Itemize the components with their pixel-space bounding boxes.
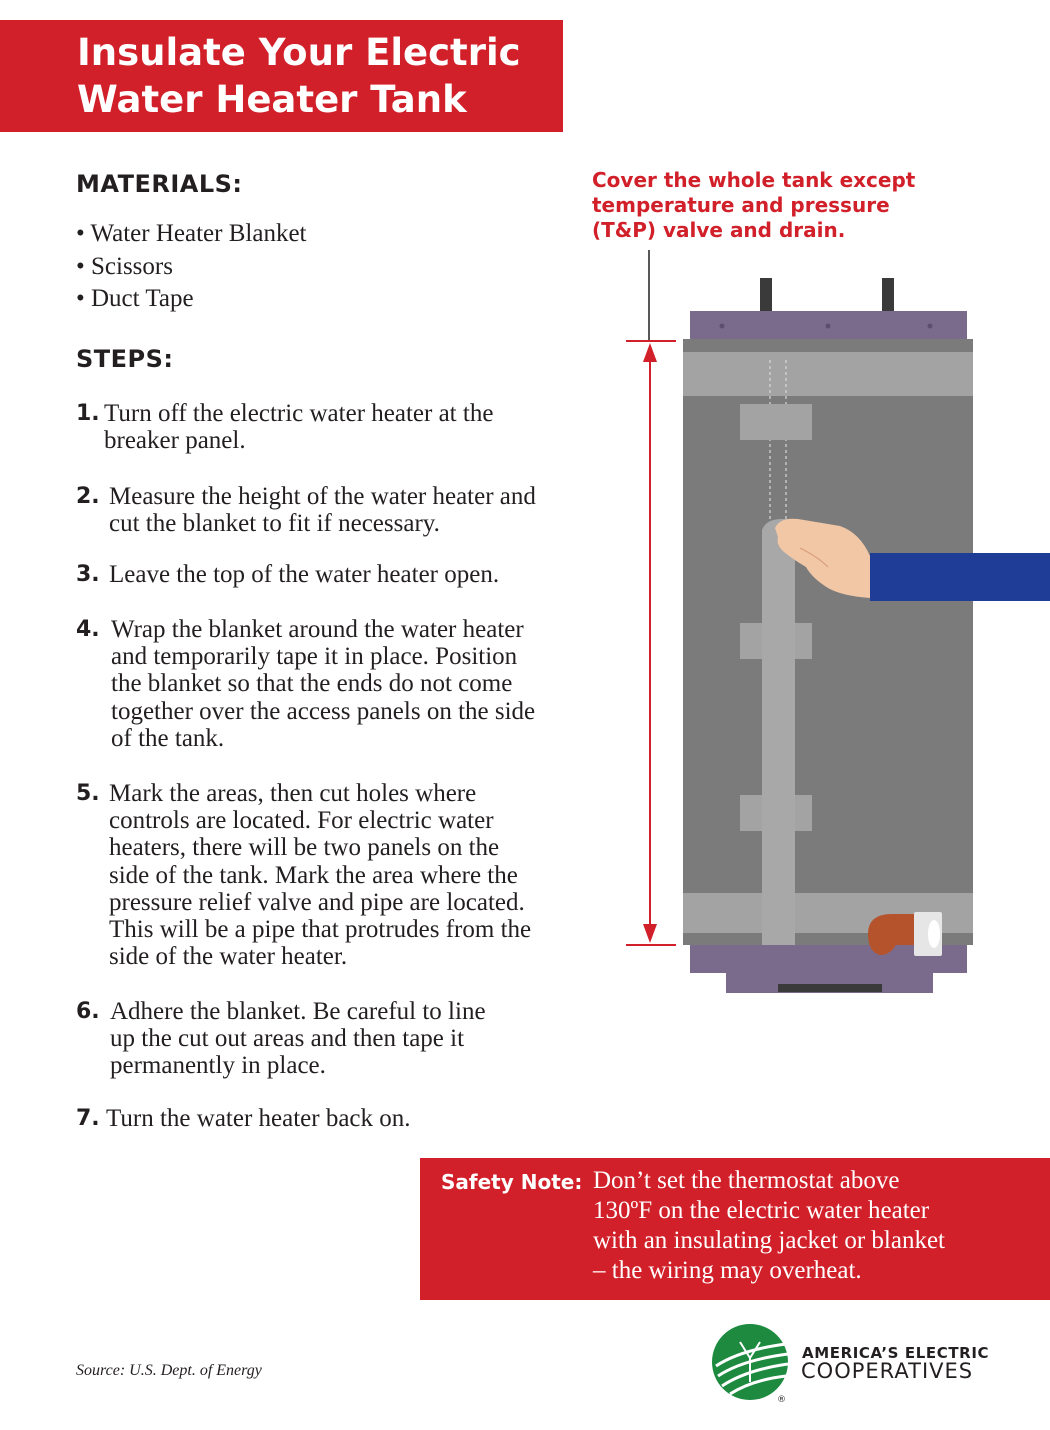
safety-label: Safety Note:: [441, 1170, 583, 1194]
org-name-line-2: COOPERATIVES: [801, 1359, 974, 1383]
step-number: 7.: [76, 1106, 100, 1131]
safety-line: with an insulating jacket or blanket: [593, 1227, 945, 1254]
step-text: together over the access panels on the side: [111, 697, 536, 725]
materials-heading: MATERIALS:: [76, 170, 243, 198]
step-text: Wrap the blanket around the water heater: [111, 616, 524, 643]
steps-heading: STEPS:: [76, 345, 174, 373]
safety-line: 130ºF on the electric water heater: [593, 1197, 930, 1224]
step-text: and temporarily tape it in place. Position: [111, 643, 518, 671]
org-name-line-1: AMERICA’S ELECTRIC: [802, 1344, 990, 1362]
step-text: up the cut out areas and then tape it: [110, 1025, 465, 1053]
step-text: of the tank.: [111, 724, 225, 752]
safety-line: – the wiring may overheat.: [593, 1257, 862, 1284]
step-text: permanently in place.: [110, 1052, 326, 1080]
materials-item: • Scissors: [76, 252, 173, 280]
step-number: 5.: [76, 781, 100, 806]
page-title-line-1: Insulate Your Electric: [77, 31, 521, 74]
step-number: 1.: [76, 401, 100, 426]
callout-line: Cover the whole tank except: [592, 168, 916, 192]
step-text: cut the blanket to fit if necessary.: [109, 510, 440, 538]
globe-lines-logo-icon: [710, 1322, 800, 1408]
step-text: heaters, there will be two panels on the: [109, 834, 500, 862]
step-text: Adhere the blanket. Be careful to line: [110, 998, 486, 1025]
safety-text: [593, 1166, 945, 1286]
step-text: the blanket so that the ends do not come: [111, 670, 513, 698]
step-number: 3.: [76, 562, 100, 587]
step-text: side of the tank. Mark the area where the: [109, 861, 518, 889]
registered-mark: ®: [777, 1395, 786, 1405]
step-text: Turn off the electric water heater at the: [104, 400, 494, 427]
step-text: breaker panel.: [104, 427, 246, 455]
callout-line: temperature and pressure: [592, 193, 890, 217]
step-7: [76, 1105, 411, 1132]
step-number: 6.: [76, 999, 100, 1024]
step-text: Turn the water heater back on.: [106, 1105, 411, 1132]
safety-note: [420, 1158, 1050, 1300]
height-arrow-icon: [626, 250, 676, 945]
step-text: This will be a pipe that protrudes from the: [109, 916, 532, 944]
step-text: pressure relief valve and pipe are located.: [109, 888, 525, 916]
step-text: controls are located. For electric water: [109, 807, 494, 835]
step-number: 2.: [76, 484, 100, 509]
step-number: 4.: [76, 617, 100, 642]
callout-line: (T&P) valve and drain.: [592, 218, 846, 242]
step-text: side of the water heater.: [109, 943, 348, 971]
materials-item: • Duct Tape: [76, 285, 194, 312]
source-note: Source: U.S. Dept. of Energy: [76, 1362, 262, 1379]
step-text: Mark the areas, then cut holes where: [109, 780, 477, 807]
water-heater-tank-icon: [683, 278, 973, 993]
step-text: Measure the height of the water heater and: [109, 483, 536, 510]
page-title-line-2: Water Heater Tank: [77, 78, 467, 121]
materials-item: • Water Heater Blanket: [76, 220, 307, 247]
step-text: Leave the top of the water heater open.: [109, 561, 500, 588]
safety-line: Don’t set the thermostat above: [593, 1167, 900, 1194]
